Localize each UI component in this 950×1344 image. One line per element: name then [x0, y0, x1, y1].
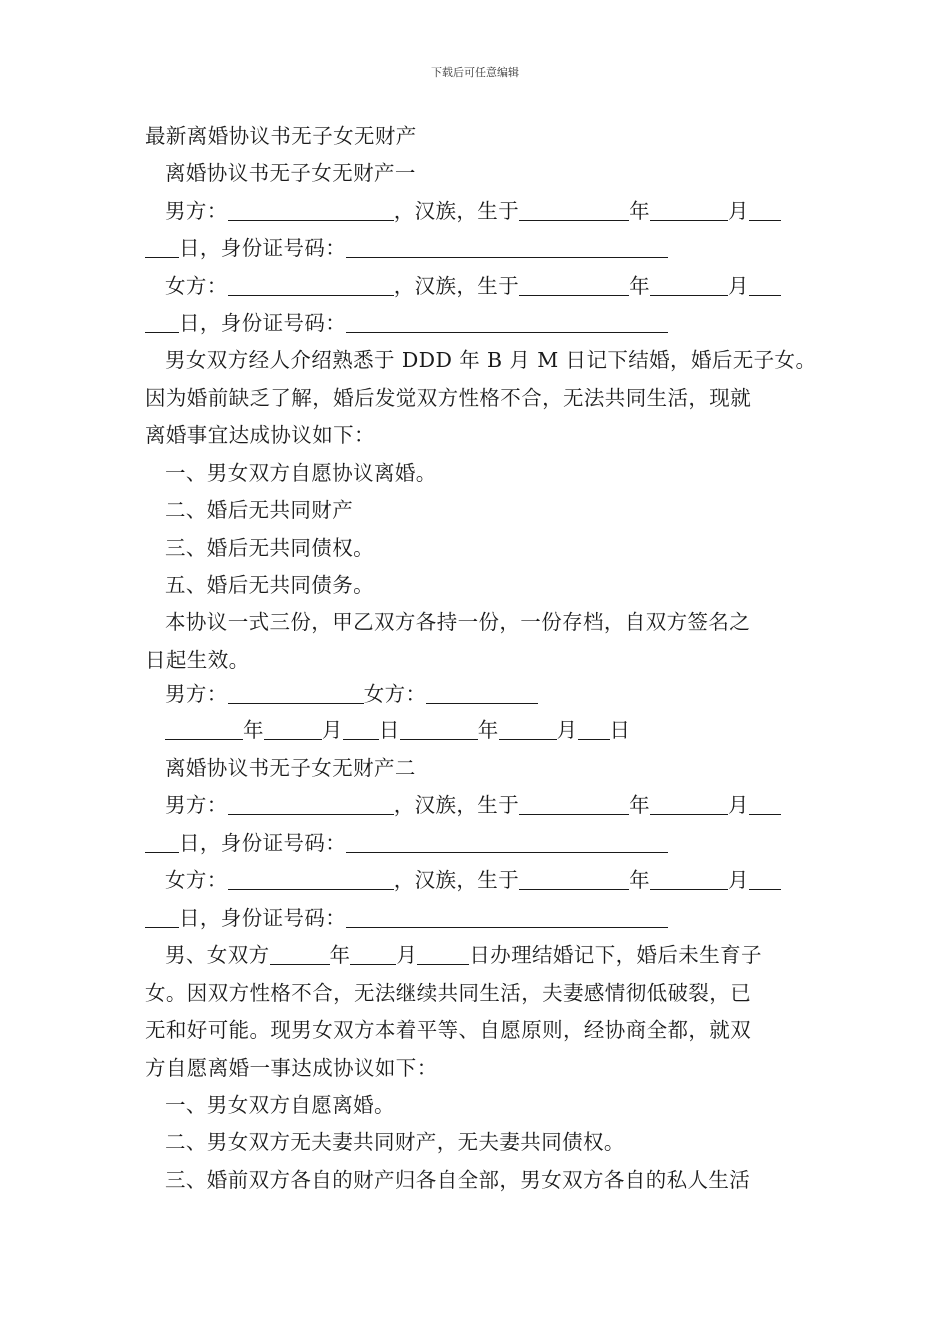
marriage-month-blank[interactable]	[350, 944, 396, 965]
month-text: 月	[728, 793, 749, 817]
ethnic-text: ，汉族，生于	[393, 793, 520, 817]
male-label: 男方：	[165, 199, 228, 223]
section1-para2-line1: 本协议一式三份，甲乙双方各持一份，一份存档，自双方签名之	[165, 610, 751, 634]
female-name-blank[interactable]	[228, 275, 394, 296]
section1-item-5: 五、婚后无共同债务。	[165, 573, 374, 597]
sign-male-blank[interactable]	[228, 683, 364, 704]
month-text: 月	[396, 943, 418, 967]
date-year-blank[interactable]	[165, 719, 243, 740]
birth-month-blank[interactable]	[650, 794, 728, 815]
section2-item-3: 三、婚前双方各自的财产归各自全部，男女双方各自的私人生活	[165, 1168, 751, 1192]
birth-day-blank[interactable]	[749, 275, 781, 296]
date-day-blank[interactable]	[343, 719, 379, 740]
section1-date-line	[165, 716, 630, 744]
male-id-blank[interactable]	[346, 237, 668, 258]
section1-signature-line	[165, 680, 538, 708]
section2-male-id-line	[145, 829, 668, 857]
male-label: 男方：	[165, 793, 228, 817]
date-day-text: 日	[609, 718, 631, 742]
section1-para1-line1: 男女双方经人介绍熟悉于 DDD 年 B 月 M 日记下结婚，婚后无子女。	[165, 348, 817, 372]
section1-male-id-line	[145, 234, 668, 262]
month-text: 月	[728, 274, 749, 298]
sign-male-label: 男方：	[165, 682, 228, 706]
birth-day-blank-cont[interactable]	[145, 832, 179, 853]
section2-item-1: 一、男女双方自愿离婚。	[165, 1093, 395, 1117]
sign-female-blank[interactable]	[426, 683, 538, 704]
birth-day-blank[interactable]	[749, 200, 781, 221]
section1-para2-line2: 日起生效。	[145, 648, 250, 672]
marriage-year-blank[interactable]	[270, 944, 330, 965]
birth-day-blank[interactable]	[749, 869, 781, 890]
sign-female-label: 女方：	[363, 682, 427, 706]
female-name-blank[interactable]	[228, 869, 394, 890]
female-id-blank[interactable]	[346, 312, 668, 333]
birth-year-blank[interactable]	[519, 275, 629, 296]
section1-heading: 离婚协议书无子女无财产一	[165, 161, 416, 185]
document-title: 最新离婚协议书无子女无财产	[145, 124, 417, 148]
year-text: 年	[629, 199, 651, 223]
birth-day-blank[interactable]	[749, 794, 781, 815]
female-id-blank[interactable]	[346, 907, 668, 928]
section1-male-line	[165, 197, 781, 225]
male-name-blank[interactable]	[228, 794, 394, 815]
date-day-blank[interactable]	[578, 719, 610, 740]
section1-female-line	[165, 272, 781, 300]
male-id-blank[interactable]	[346, 832, 668, 853]
section1-para1-line3: 离婚事宜达成协议如下：	[145, 423, 375, 447]
section2-female-line	[165, 866, 781, 894]
section2-para1-line4: 方自愿离婚一事达成协议如下：	[145, 1056, 438, 1080]
marriage-day-blank[interactable]	[417, 944, 469, 965]
para-text: 男、女双方	[165, 943, 270, 967]
month-text: 月	[728, 199, 749, 223]
day-id-text: 日，身份证号码：	[179, 831, 347, 855]
birth-month-blank[interactable]	[650, 275, 728, 296]
section1-item-3: 三、婚后无共同债权。	[165, 536, 374, 560]
section2-female-id-line	[145, 904, 668, 932]
date-month-blank[interactable]	[499, 719, 557, 740]
section1-para1-line2: 因为婚前缺乏了解，婚后发觉双方性格不合，无法共同生活，现就	[145, 386, 752, 410]
year-text: 年	[629, 274, 651, 298]
birth-year-blank[interactable]	[519, 200, 629, 221]
day-id-text: 日，身份证号码：	[179, 236, 347, 260]
section1-female-id-line	[145, 309, 668, 337]
date-month-blank[interactable]	[264, 719, 322, 740]
date-month-text: 月	[556, 718, 578, 742]
ethnic-text: ，汉族，生于	[393, 274, 520, 298]
ethnic-text: ，汉族，生于	[393, 868, 520, 892]
birth-year-blank[interactable]	[519, 794, 629, 815]
female-label: 女方：	[165, 868, 228, 892]
section2-para1-line2: 女。因双方性格不合，无法继续共同生活，夫妻感情彻低破裂，已	[145, 981, 752, 1005]
section2-para1-line1	[165, 941, 762, 969]
year-text: 年	[629, 868, 651, 892]
day-id-text: 日，身份证号码：	[179, 906, 347, 930]
date-year-text: 年	[243, 718, 264, 742]
section1-item-1: 一、男女双方自愿协议离婚。	[165, 461, 437, 485]
date-day-text: 日	[378, 718, 400, 742]
month-text: 月	[728, 868, 749, 892]
section2-heading: 离婚协议书无子女无财产二	[165, 756, 416, 780]
section2-male-line	[165, 791, 781, 819]
para-text: 日办理结婚记下，婚后未生育子	[469, 943, 762, 967]
birth-year-blank[interactable]	[519, 869, 629, 890]
day-id-text: 日，身份证号码：	[179, 311, 347, 335]
birth-month-blank[interactable]	[650, 869, 728, 890]
birth-day-blank-cont[interactable]	[145, 237, 179, 258]
birth-month-blank[interactable]	[650, 200, 728, 221]
year-text: 年	[329, 943, 351, 967]
date-year-blank[interactable]	[400, 719, 478, 740]
section2-item-2: 二、男女双方无夫妻共同财产，无夫妻共同债权。	[165, 1130, 625, 1154]
page-header: 下载后可任意编辑	[431, 66, 519, 79]
section1-item-2: 二、婚后无共同财产	[165, 498, 354, 522]
birth-day-blank-cont[interactable]	[145, 312, 179, 333]
female-label: 女方：	[165, 274, 228, 298]
date-month-text: 月	[321, 718, 343, 742]
ethnic-text: ，汉族，生于	[393, 199, 520, 223]
year-text: 年	[629, 793, 651, 817]
birth-day-blank-cont[interactable]	[145, 907, 179, 928]
section2-para1-line3: 无和好可能。现男女双方本着平等、自愿原则，经协商全都，就双	[145, 1018, 752, 1042]
male-name-blank[interactable]	[228, 200, 394, 221]
date-year-text: 年	[477, 718, 499, 742]
